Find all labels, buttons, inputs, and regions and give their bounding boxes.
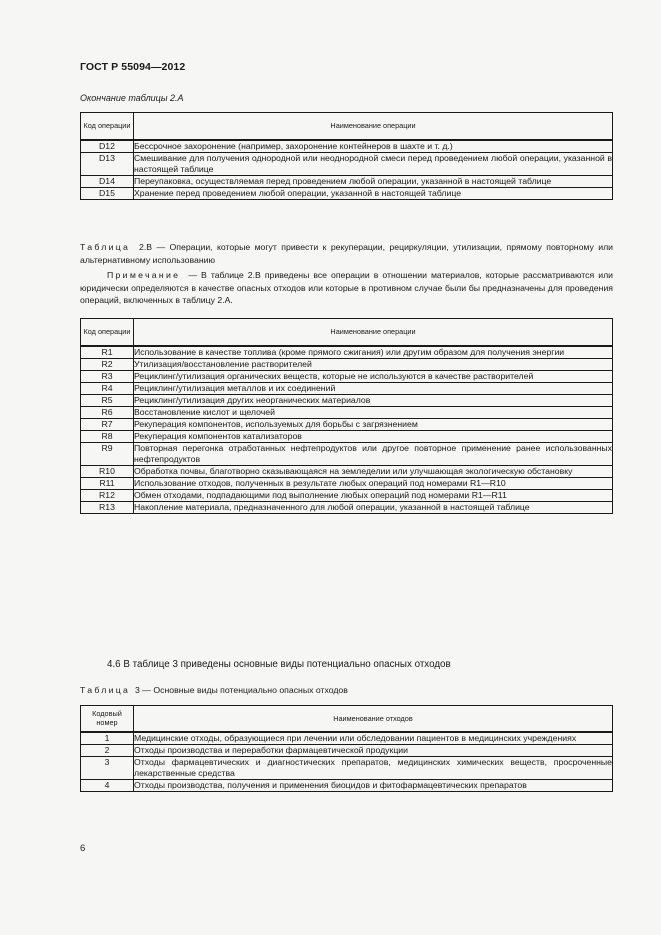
column-header-name: Наименование отходов (134, 706, 613, 732)
table-row (81, 394, 613, 406)
column-header-code: Кодовый номер (81, 706, 134, 732)
row-name: Обработка почвы, благотворно сказывающаяся на земледелии или улучшающая экологическую обстановку (134, 465, 613, 477)
note-text: — В таблице 2.В приведены все операции в отношении материалов, которые рассматриваются или юридически определяются в качестве опасных отходов или которые в противном случае были бы предназначены для проведения операций, включенных в таблицу 2.А. (80, 270, 614, 305)
table-row (81, 465, 613, 477)
row-code: R11 (81, 477, 134, 489)
table-row (81, 732, 613, 745)
table-row (81, 501, 613, 513)
row-code: R6 (81, 406, 134, 418)
row-name: Рециклинг/утилизация органических веществ, которые не используются в качестве растворителей (134, 370, 613, 382)
table-row (81, 489, 613, 501)
table-2a (80, 112, 613, 200)
row-code: D12 (81, 140, 134, 153)
row-name: Повторная перегонка отработанных нефтепродуктов или другое повторное применение ранее использованных нефтепродуктов (134, 442, 612, 464)
table-row (81, 175, 613, 187)
table-2b-caption-text: 2.В — Операции, которые могут привести к рекуперации, рециркуляции, утилизации, прямому повторному или альтернативному использованию (80, 242, 614, 265)
row-code: 4 (81, 779, 134, 791)
table-2a-continuation-caption: Окончание таблицы 2.А (80, 93, 184, 103)
row-code: R13 (81, 501, 134, 513)
column-header-name: Наименование операции (134, 319, 613, 346)
row-name: Накопление материала, предназначенного для любой операции, указанной в настоящей таблице (134, 501, 613, 513)
table-3-caption-label: Таблица (80, 685, 131, 695)
row-code: D13 (81, 152, 134, 175)
table-2b-caption (80, 241, 613, 266)
table-row (81, 756, 613, 779)
row-code: R1 (81, 346, 134, 359)
table-row (81, 358, 613, 370)
table-2b-caption-label: Таблица (80, 242, 131, 252)
column-header-name: Наименование операции (134, 113, 613, 140)
table-row (81, 744, 613, 756)
table-row (81, 406, 613, 418)
row-name: Рециклинг/утилизация металлов и их соединений (134, 382, 613, 394)
column-header-code: Код операции (81, 319, 134, 346)
table-3-caption-text: 3 — Основные виды потенциально опасных отходов (135, 685, 348, 695)
table-2b-note (80, 269, 613, 307)
table-row (81, 382, 613, 394)
section-4-6: 4.6 В таблице 3 приведены основные виды потенциально опасных отходов (107, 659, 451, 670)
row-name: Отходы производства и переработки фармацевтической продукции (134, 744, 613, 756)
row-code: R12 (81, 489, 134, 501)
table-row (81, 779, 613, 791)
row-code: 1 (81, 732, 134, 745)
row-name: Рекуперация компонентов катализаторов (134, 430, 613, 442)
document-code: ГОСТ Р 55094—2012 (80, 61, 186, 73)
row-name: Рециклинг/утилизация других неорганических материалов (134, 394, 613, 406)
table-row (81, 152, 613, 175)
column-header-code: Код операции (81, 113, 134, 140)
row-name: Рекуперация компонентов, используемых для борьбы с загрязнением (134, 418, 613, 430)
table-row (81, 430, 613, 442)
table-row (81, 477, 613, 489)
row-name: Восстановление кислот и щелочей (134, 406, 613, 418)
table-row (81, 370, 613, 382)
row-code: 2 (81, 744, 134, 756)
row-name: Использование отходов, полученных в результате любых операций под номерами R1—R10 (134, 477, 613, 489)
table-2b (80, 318, 613, 514)
table-row (81, 418, 613, 430)
row-name: Использование в качестве топлива (кроме прямого сжигания) или другим образом для получения энергии (134, 346, 613, 359)
row-code: 3 (81, 756, 134, 779)
row-code: R9 (81, 442, 134, 465)
row-code: R8 (81, 430, 134, 442)
row-name: Обмен отходами, подпадающими под выполнение любых операций под номерами R1—R11 (134, 489, 613, 501)
row-name: Отходы фармацевтических и диагностических препаратов, медицинских химических веществ, просроченные лекарственные средства (134, 756, 612, 778)
row-code: R5 (81, 394, 134, 406)
table-row (81, 140, 613, 153)
row-name: Хранение перед проведением любой операции, указанной в настоящей таблице (134, 187, 613, 199)
table-row (81, 442, 613, 465)
row-name: Бессрочное захоронение (например, захоронение контейнеров в шахте и т. д.) (134, 140, 613, 153)
row-code: R2 (81, 358, 134, 370)
row-name: Переупаковка, осуществляемая перед проведением любой операции, указанной в настоящей таблице (134, 175, 613, 187)
row-code: D15 (81, 187, 134, 199)
table-3 (80, 705, 613, 792)
row-code: R7 (81, 418, 134, 430)
table-row (81, 187, 613, 199)
row-code: R3 (81, 370, 134, 382)
row-code: R4 (81, 382, 134, 394)
table-row (81, 346, 613, 359)
row-name: Смешивание для получения однородной или неоднородной смеси перед проведением любой операции, указанной в настоящей таблице (134, 152, 612, 174)
row-name: Утилизация/восстановление растворителей (134, 358, 613, 370)
page-number: 6 (80, 843, 86, 854)
table-3-caption (80, 684, 613, 697)
row-name: Медицинские отходы, образующиеся при лечении или обследовании пациентов в медицинских учреждениях (134, 732, 613, 745)
row-code: D14 (81, 175, 134, 187)
row-code: R10 (81, 465, 134, 477)
row-name: Отходы производства, получения и применения биоцидов и фитофармацевтических препаратов (134, 779, 613, 791)
note-label: Примечание (107, 270, 181, 280)
